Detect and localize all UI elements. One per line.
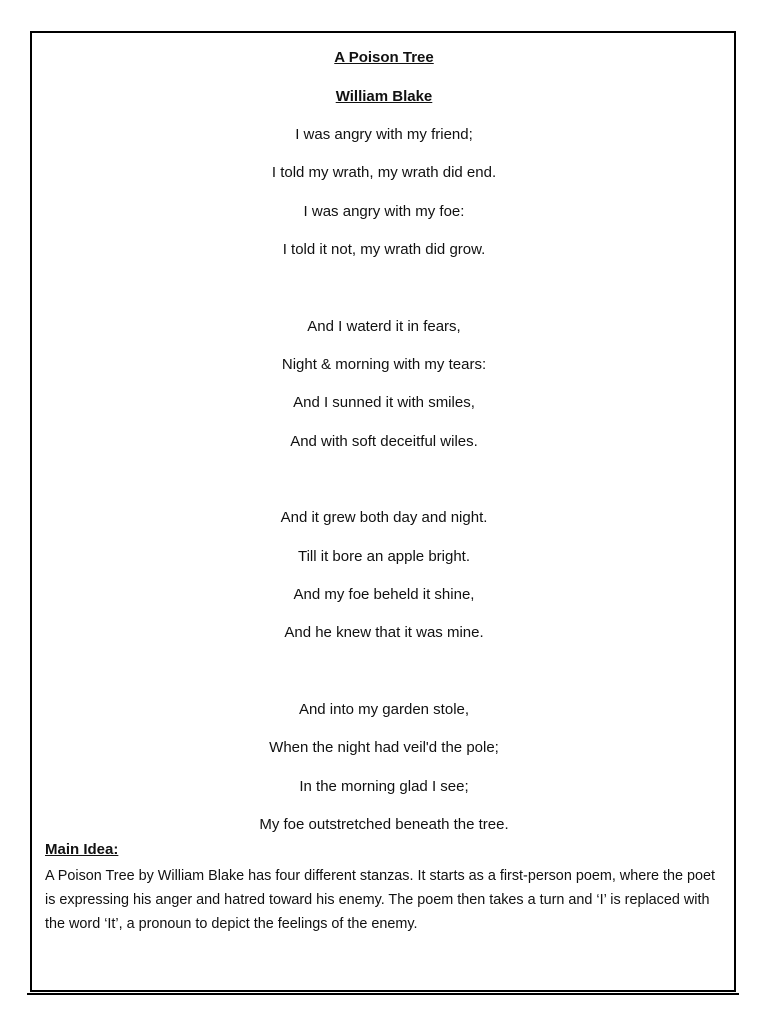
poem-title: A Poison Tree (334, 49, 434, 66)
poem-line: I was angry with my foe: (303, 203, 465, 220)
poem-line: I was angry with my friend; (295, 126, 473, 143)
poem-line: When the night had veil'd the pole; (269, 739, 499, 756)
poem-line: And I sunned it with smiles, (293, 394, 475, 411)
poem-line: And with soft deceitful wiles. (290, 433, 478, 450)
poem-line: And he knew that it was mine. (284, 624, 484, 641)
poem-line: And I waterd it in fears, (307, 318, 461, 335)
poem-line: My foe outstretched beneath the tree. (259, 816, 509, 833)
poem-line: And it grew both day and night. (280, 509, 488, 526)
poem-line: And my foe beheld it shine, (293, 586, 475, 603)
poem-line: In the morning glad I see; (299, 778, 469, 795)
poem-line: I told my wrath, my wrath did end. (271, 164, 497, 181)
poem-line: Till it bore an apple bright. (297, 548, 471, 565)
poem-line: Night & morning with my tears: (281, 356, 487, 373)
poem-line: And into my garden stole, (298, 701, 470, 718)
main-idea-heading: Main Idea: (45, 841, 119, 858)
main-idea-paragraph: A Poison Tree by William Blake has four different stanzas. It starts as a first-person poem, where the poet is expressing his anger and hatred toward his enemy. The poem then takes a turn and ‘I’ is replaced with the word ‘It’, a pronoun to depict the feelings of the enemy. (45, 868, 716, 932)
poem-author: William Blake (335, 88, 433, 105)
poem-line: I told it not, my wrath did grow. (282, 241, 486, 258)
